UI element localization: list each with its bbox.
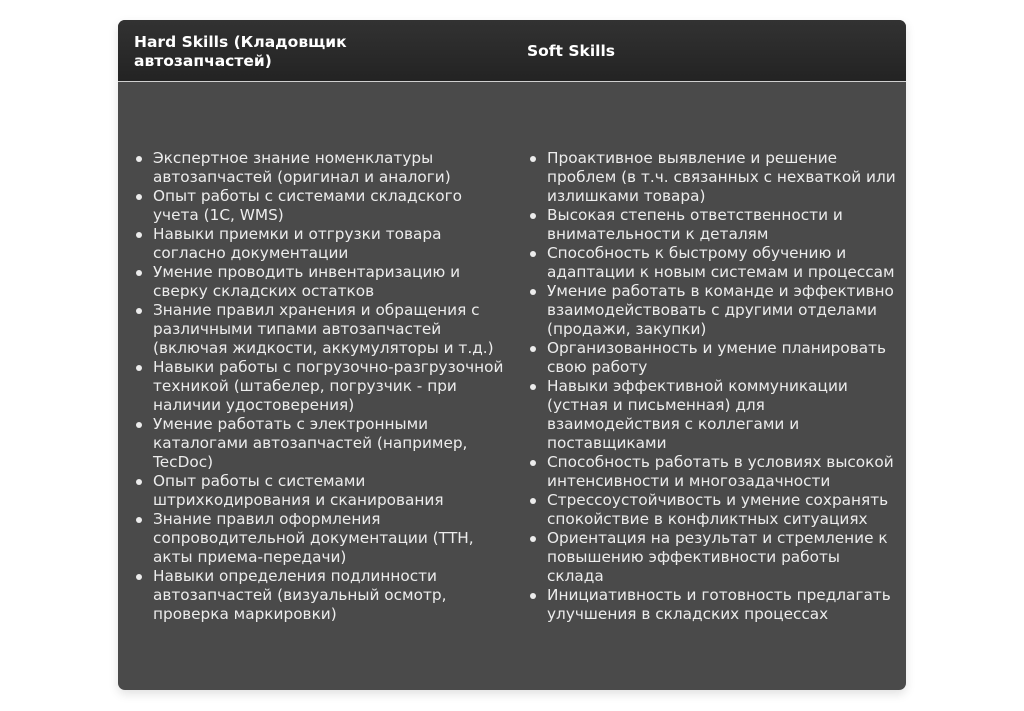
list-item: Стрессоустойчивость и умение сохранять спокойствие в конфликтных ситуациях bbox=[512, 491, 906, 529]
list-item: Умение работать с электронными каталогами автозапчастей (например, TecDoc) bbox=[118, 415, 512, 472]
list-item: Навыки приемки и отгрузки товара согласно документации bbox=[118, 225, 512, 263]
skills-table bbox=[118, 20, 906, 690]
list-item: Опыт работы с системами штрихкодирования и сканирования bbox=[118, 472, 512, 510]
table-header bbox=[118, 20, 906, 82]
list-item: Организованность и умение планировать свою работу bbox=[512, 339, 906, 377]
list-item: Высокая степень ответственности и внимательности к деталям bbox=[512, 206, 906, 244]
hard-skills-cell bbox=[118, 82, 512, 690]
list-item: Инициативность и готовность предлагать улучшения в складских процессах bbox=[512, 586, 906, 624]
list-item: Знание правил оформления сопроводительной документации (ТТН, акты приема-передачи) bbox=[118, 510, 512, 567]
list-item: Умение работать в команде и эффективно взаимодействовать с другими отделами (продажи, закупки) bbox=[512, 282, 906, 339]
list-item: Способность к быстрому обучению и адаптации к новым системам и процессам bbox=[512, 244, 906, 282]
list-item: Умение проводить инвентаризацию и сверку складских остатков bbox=[118, 263, 512, 301]
soft-skills-cell bbox=[512, 82, 906, 690]
list-item: Проактивное выявление и решение проблем (в т.ч. связанных с нехваткой или излишками товара) bbox=[512, 149, 906, 206]
list-item: Опыт работы с системами складского учета (1С, WMS) bbox=[118, 187, 512, 225]
soft-skills-list bbox=[512, 149, 906, 624]
list-item: Навыки определения подлинности автозапчастей (визуальный осмотр, проверка маркировки) bbox=[118, 567, 512, 624]
soft-skills-header: Soft Skills bbox=[527, 42, 615, 60]
hard-skills-list bbox=[118, 149, 512, 624]
list-item: Экспертное знание номенклатуры автозапчастей (оригинал и аналоги) bbox=[118, 149, 512, 187]
hard-skills-header: Hard Skills (Кладовщик автозапчастей) bbox=[134, 33, 347, 70]
list-item: Навыки эффективной коммуникации (устная и письменная) для взаимодействия с коллегами и поставщиками bbox=[512, 377, 906, 453]
list-item: Навыки работы с погрузочно-разгрузочной техникой (штабелер, погрузчик - при наличии удостоверения) bbox=[118, 358, 512, 415]
list-item: Способность работать в условиях высокой интенсивности и многозадачности bbox=[512, 453, 906, 491]
list-item: Знание правил хранения и обращения с различными типами автозапчастей (включая жидкости, аккумуляторы и т.д.) bbox=[118, 301, 512, 358]
list-item: Ориентация на результат и стремление к повышению эффективности работы склада bbox=[512, 529, 906, 586]
